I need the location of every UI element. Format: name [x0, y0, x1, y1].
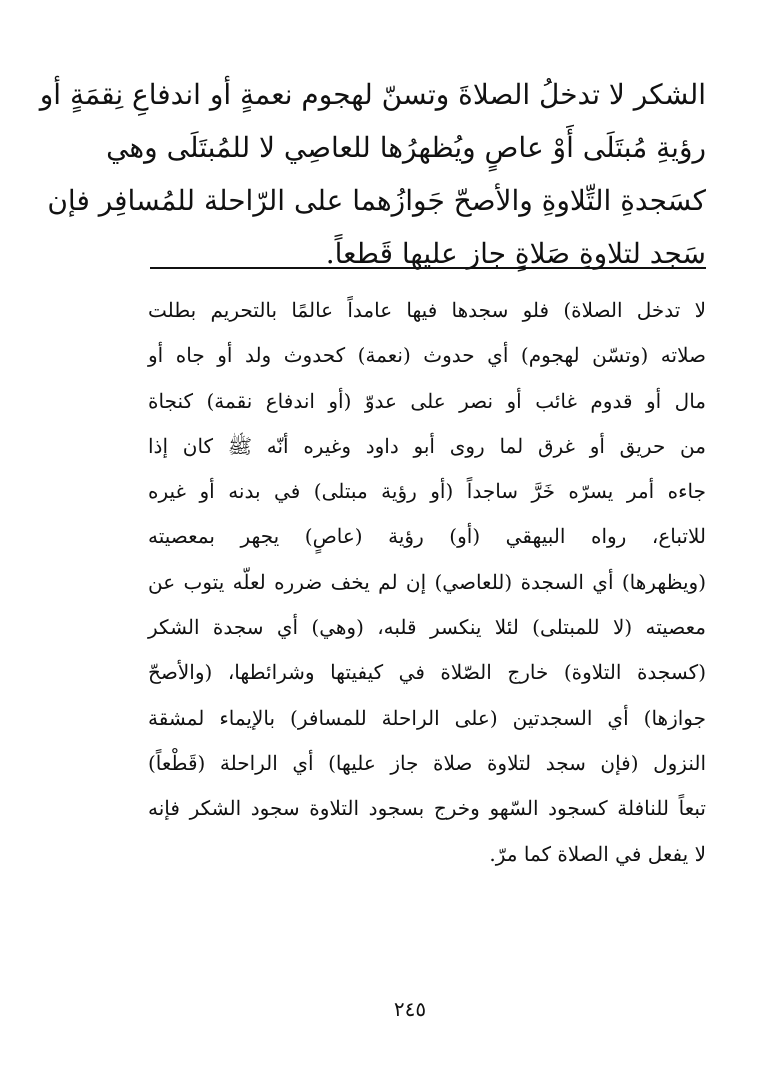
commentary-text	[148, 288, 706, 877]
main-text-line: كسَجدةِ التِّلاوةِ والأصحّ جَوازُهما على الرّاحلة للمُسافِر فإن	[47, 184, 706, 217]
main-text	[39, 68, 706, 280]
commentary-line: جوازها) أي السجدتين (على الراحلة للمسافر) بالإيماء لمشقة	[148, 705, 706, 730]
commentary-line: مال أو قدوم غائب أو نصر على عدوّ (أو اندفاع نقمة) كنجاة	[148, 388, 706, 413]
commentary-line: للاتباع، رواه البيهقي (أو) رؤية (عاصٍ) يجهر بمعصيته	[148, 524, 706, 549]
section-divider	[150, 267, 706, 269]
commentary-line: لا يفعل في الصلاة كما مرّ.	[489, 841, 706, 866]
page-number: ٢٤٥	[393, 997, 427, 1021]
commentary-line: (كسجدة التلاوة) خارج الصّلاة في كيفيتها وشرائطها، (والأصحّ	[148, 660, 706, 685]
commentary-line: (ويظهرها) أي السجدة (للعاصي) إن لم يخف ضرره لعلّه يتوب عن	[148, 569, 706, 594]
commentary-line: لا تدخل الصلاة) فلو سجدها فيها عامداً عالمًا بالتحريم بطلت	[148, 298, 706, 322]
commentary-line: معصيته (لا للمبتلى) لئلا ينكسر قلبه، (وهي) أي سجدة الشكر	[148, 615, 706, 640]
commentary-line: صلاته (وتسّن لهجوم) أي حدوث (نعمة) كحدوث ولد أو جاه أو	[148, 343, 706, 368]
commentary-line: تبعاً للنافلة كسجود السّهو وخرج بسجود التلاوة سجود الشكر فإنه	[148, 796, 706, 821]
main-text-line: رؤيةِ مُبتَلَى أَوْ عاصٍ ويُظهرُها للعاصِي لا للمُبتَلَى وهي	[106, 131, 706, 164]
commentary-line: جاءه أمر يسرّه خَرَّ ساجداً (أو رؤية مبتلى) في بدنه أو غيره	[148, 479, 706, 504]
main-text-line: الشكر لا تدخلُ الصلاةَ وتسنّ لهجوم نعمةٍ أو اندفاعِ نِقمَةٍ أو	[39, 78, 706, 111]
commentary-line: من حريق أو غرق لما روى أبو داود وغيره أنّه ﷺ كان إذا	[148, 433, 706, 458]
commentary-line: النزول (فإن سجد لتلاوة صلاة جاز عليها) أي الراحلة (قَطْعاً)	[148, 750, 706, 775]
main-text-line: سَجد لتلاوةِ صَلاةٍ جاز عليها قَطعاً.	[325, 237, 706, 270]
